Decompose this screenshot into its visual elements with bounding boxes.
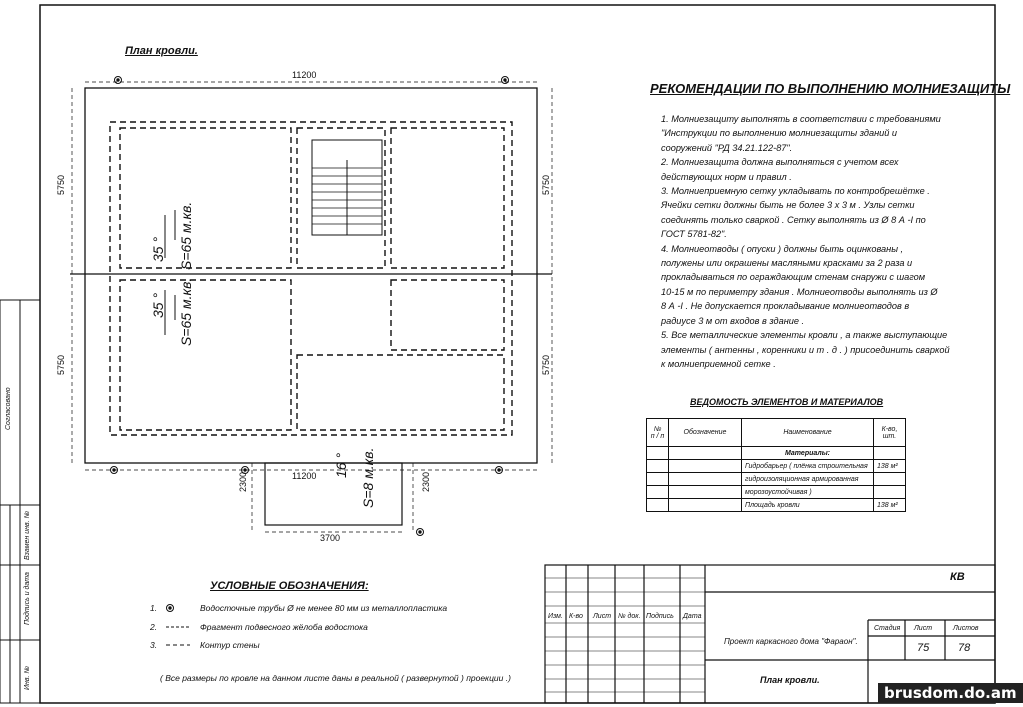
upper-slope-angle: 35 ° (150, 236, 166, 262)
dim-top-width: 11200 (292, 70, 317, 80)
material-qty: 138 м² (874, 460, 906, 473)
legend-text: Фрагмент подвесного жёлоба водостока (200, 622, 368, 632)
side-replaced: Взамен инв. № (24, 510, 31, 560)
dim-left-lower: 5750 (56, 354, 66, 375)
legend-text: Контур стены (200, 640, 260, 650)
stamp-stage-label: Стадия (874, 625, 901, 632)
slope-arrows (165, 210, 175, 335)
dim-right-upper: 5750 (541, 174, 551, 195)
stamp-col: Изм. (548, 613, 563, 620)
roof-outline (85, 88, 537, 463)
dim-porch-right: 2300 (421, 471, 431, 492)
recommendations-title: РЕКОМЕНДАЦИИ ПО ВЫПОЛНЕНИЮ МОЛНИЕЗАЩИТЫ (650, 81, 1011, 96)
wall-contour (110, 122, 512, 435)
materials-table (646, 418, 906, 512)
materials-title: ВЕДОМОСТЬ ЭЛЕМЕНТОВ И МАТЕРИАЛОВ (690, 397, 884, 407)
dim-left-upper: 5750 (56, 174, 66, 195)
recommendation-item: 2. Молниезащита должна выполняться с учетом всех действующих норм и правил . (661, 157, 899, 182)
recommendation-item: 3. Молниеприемную сетку укладывать по контробрешётке . Ячейки сетки должны быть не более 3 х 3 м . Узлы сетки соединять только сваркой . Сетку выполнять из Ø 8 А -I по ГОСТ 5781-82". (661, 186, 930, 240)
materials-group: Материалы: (742, 447, 874, 460)
legend-num: 3. (150, 640, 158, 650)
recommendation-item: 4. Молниеотводы ( опуски ) должны быть оцинкованы , полужены или окрашены масляными красками за 2 раза и прокладываться по ограждающим стенам снаружи с шагом 10-15 м по периметру здания . Молниеотводы выполнять из Ø 8 А -I . Не допускается прокладывание молниеотводов в радиусе 3 м от входов в здание . (661, 243, 938, 326)
material-name: морозоустойчивая ) (742, 486, 874, 499)
watermark: brusdom.do.am (878, 683, 1023, 703)
side-signdate: Подпись и дата (24, 572, 31, 625)
stamp-col: Подпись (646, 613, 674, 620)
material-qty (874, 473, 906, 486)
stamp-col: К-во (569, 613, 583, 620)
stamp-drawing-name: План кровли. (760, 675, 820, 685)
side-invnum: Инв. № (24, 666, 31, 690)
legend-note: ( Все размеры по кровле на данном листе даны в реальной ( развернутой ) проекции .) (160, 673, 511, 683)
side-agreed: Согласовано (5, 387, 12, 430)
stamp-sheet-label: Лист (914, 625, 933, 632)
stamp-col: Дата (683, 613, 702, 620)
legend-text: Водосточные трубы Ø не менее 80 мм из металлопластика (200, 603, 448, 613)
legend-num: 2. (150, 622, 158, 632)
col-name: Наименование (742, 419, 874, 447)
downpipe-markers (111, 77, 509, 612)
dim-right-lower: 5750 (541, 354, 551, 375)
legend-title: УСЛОВНЫЕ ОБОЗНАЧЕНИЯ: (210, 580, 369, 592)
material-name: гидроизоляционная армированная (742, 473, 874, 486)
dim-porch-left: 2300 (238, 471, 248, 492)
col-designation: Обозначение (669, 419, 742, 447)
side-stamp (0, 300, 40, 703)
stamp-col: Лист (593, 613, 612, 620)
stair-outline (312, 140, 382, 235)
upper-slope-area: S=65 м.кв. (178, 201, 194, 270)
lower-slope-angle: 35 ° (150, 292, 166, 318)
col-num: № п / п (647, 419, 669, 447)
plan-title: План кровли. (125, 45, 198, 57)
stamp-project: Проект каркасного дома "Фараон". (724, 637, 858, 646)
stamp-sheets: 78 (958, 642, 971, 654)
stamp-code: КВ (950, 571, 965, 583)
recommendation-item: 1. Молниезащиту выполнять в соответствии с требованиями "Инструкции по выполнению молниезащиты зданий и сооружений "РД 34.21.122-87". (661, 114, 941, 153)
material-name: Гидробарьер ( плёнка строительная (742, 460, 874, 473)
col-qty: К-во, шт. (874, 419, 906, 447)
material-qty: 138 м² (874, 499, 906, 512)
dim-bottom-width: 11200 (292, 471, 317, 481)
dim-porch-width: 3700 (320, 533, 341, 543)
material-qty (874, 486, 906, 499)
legend-symbols (166, 627, 190, 645)
porch-slope-angle: 16 ° (333, 452, 349, 478)
stamp-col: № док. (618, 613, 641, 620)
material-name: Площадь кровли (742, 499, 874, 512)
title-block-rows (545, 578, 705, 692)
porch-slope-area: S=8 м.кв. (360, 447, 376, 508)
stamp-sheets-label: Листов (953, 625, 979, 632)
recommendation-item: 5. Все металлические элементы кровли , а также выступающие элементы ( антенны , коренники и т . д . ) присоединить сваркой к молниеприемной сетке . (661, 330, 950, 369)
lower-slope-area: S=65 м.кв. (178, 277, 194, 346)
recommendations-list (661, 112, 951, 371)
legend-num: 1. (150, 603, 158, 613)
stamp-sheet: 75 (917, 642, 930, 654)
